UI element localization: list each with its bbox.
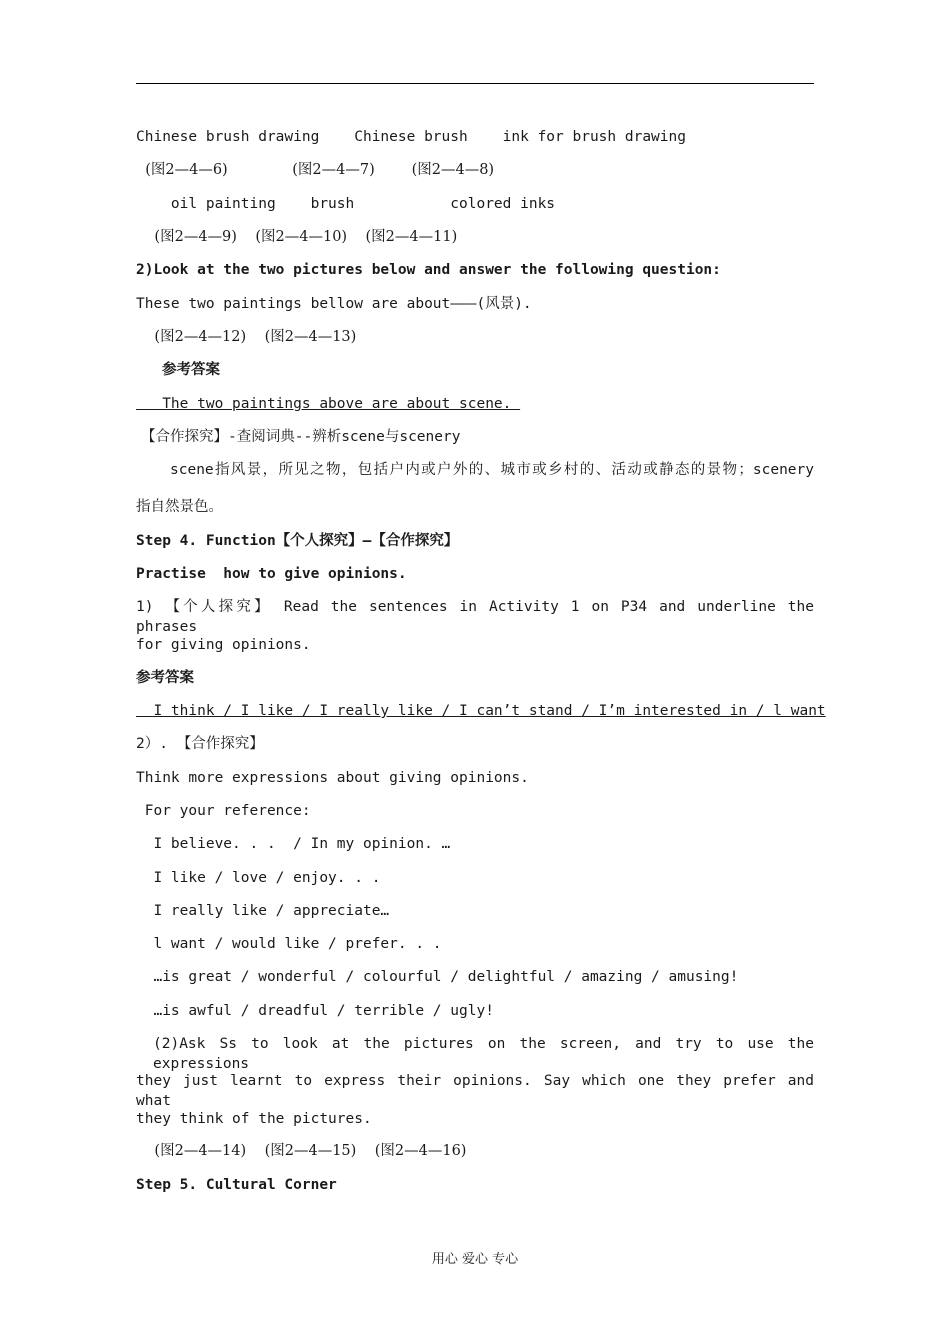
expression-3: I really like / appreciate…: [136, 903, 390, 919]
activity-2-instruction: Think more expressions about giving opinions.: [136, 770, 529, 786]
expression-1: I believe. . . / In my opinion. …: [136, 836, 451, 852]
expression-6: …is awful / dreadful / terrible / ugly!: [136, 1003, 494, 1019]
task-instruction-1: (2)Ask Ss to look at the pictures on the screen, and try to use the expressions: [153, 1036, 814, 1072]
answer-heading-1: 参考答案: [162, 362, 220, 378]
question-heading: 2)Look at the two pictures below and answer the following question:: [136, 262, 721, 278]
activity-2-heading: 2）. 【合作探究】: [136, 736, 264, 752]
reference-label: For your reference:: [136, 803, 311, 819]
answer-text-1: The two paintings above are about scene.: [136, 396, 521, 412]
practise-heading: Practise how to give opinions.: [136, 566, 407, 582]
figure-ref-row-2: (图2—4—9) (图2—4—10) (图2—4—11): [136, 229, 458, 245]
expression-2: I like / love / enjoy. . .: [136, 870, 381, 886]
answer-heading-2: 参考答案: [136, 670, 194, 686]
cooperative-note: 【合作探究】-查阅词典--辨析scene与scenery: [141, 429, 461, 445]
task-instruction-2: they just learnt to express their opinions. Say which one they prefer and what: [136, 1073, 814, 1109]
activity-1-instruction: 1) 【个人探究】 Read the sentences in Activity 1 on P34 and underline the phrases: [136, 599, 814, 635]
expression-4: l want / would like / prefer. . .: [136, 936, 442, 952]
figure-ref-row-3: (图2—4—12) (图2—4—13): [136, 329, 357, 345]
figure-ref-row-4: (图2—4—14) (图2—4—15) (图2—4—16): [136, 1143, 467, 1159]
task-instruction-3: they think of the pictures.: [136, 1111, 372, 1127]
activity-1-instruction-cont: for giving opinions.: [136, 637, 311, 653]
step-5-heading: Step 5. Cultural Corner: [136, 1177, 337, 1193]
caption-row-2: oil painting brush colored inks: [136, 196, 556, 212]
caption-row-1: Chinese brush drawing Chinese brush ink for brush drawing: [136, 129, 686, 145]
expression-5: …is great / wonderful / colourful / delightful / amazing / amusing!: [136, 969, 739, 985]
answer-text-2: I think / I like / I really like / I can’t stand / I’m interested in / l want: [136, 703, 826, 719]
scenery-explanation: 指自然景色。: [136, 499, 223, 515]
page-footer: 用心 爱心 专心: [431, 1252, 519, 1267]
question-text: These two paintings bellow are about———(风景).: [136, 296, 532, 312]
figure-ref-row-1: (图2—4—6) (图2—4—7) (图2—4—8): [136, 162, 495, 178]
step-4-heading: Step 4. Function【个人探究】—【合作探究】: [136, 533, 459, 549]
header-rule: [136, 83, 814, 84]
scene-explanation: scene指风景，所见之物，包括户内或户外的、城市或乡村的、活动或静态的景物；scenery: [170, 462, 814, 478]
